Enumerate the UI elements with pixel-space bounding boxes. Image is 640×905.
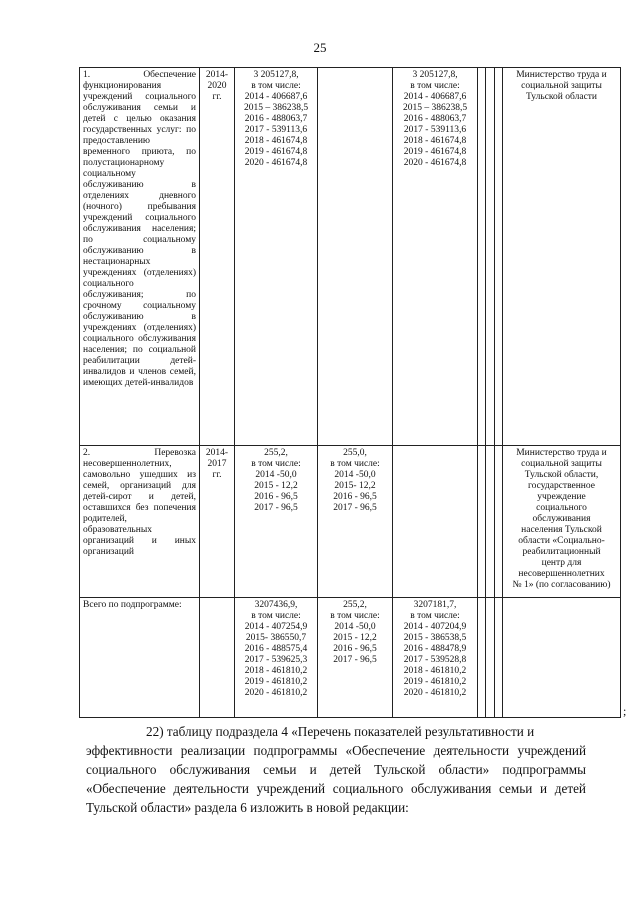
measure-name-cell [80, 68, 200, 446]
funding-line: 2014 - 407254,9 [244, 622, 308, 632]
period-line: 2014- [205, 70, 229, 80]
responsible-line: № 1» (по согласованию) [512, 580, 611, 590]
funding-line: 2017 - 539528,8 [403, 655, 467, 665]
funding-line: 255,2, [343, 600, 367, 610]
period-line: 2020 [207, 81, 227, 91]
federal-funding-cell [318, 598, 393, 718]
total-funding-cell [235, 68, 318, 446]
funding-line: в том числе: [410, 611, 460, 621]
funding-line: в том числе: [330, 459, 380, 469]
trailing-semicolon: ; [623, 704, 627, 718]
responsible-line: социальной защиты [521, 81, 602, 91]
funding-line: 2019 - 461674,8 [244, 147, 308, 157]
empty-cell [495, 598, 503, 718]
page-number: 25 [313, 40, 327, 55]
funding-line: в том числе: [251, 81, 301, 91]
funding-line: 2016 - 96,5 [333, 492, 377, 502]
measure-name: 2. Перевозка несовершеннолетних, самовольно ушедших из семей, организаций для детей-сирот и детей, оставшихся без попечения родителей, образовательных организаций и иных организаций [83, 448, 196, 557]
funding-line: 2017 - 96,5 [333, 503, 377, 513]
regional-funding-cell [393, 68, 478, 446]
empty-cell [486, 68, 495, 446]
funding-line: 2020 - 461810,2 [244, 688, 308, 698]
funding-line: 2014 - 406687,6 [403, 92, 467, 102]
funding-line: в том числе: [330, 611, 380, 621]
funding-line: 2015- 386550,7 [245, 633, 307, 643]
period-line: 2017 [207, 459, 227, 469]
funding-line: 2015 – 386238,5 [243, 103, 309, 113]
paragraph-text: эффективности реализации подпрограммы «Обеспечение деятельности учреждений социального обслуживания семьи и детей Тульской области» подпрограммы «Обеспечение деятельности учреждений социального обслуживания семьи и детей Тульской области» раздела 6 изложить в новой редакции: [86, 743, 586, 815]
empty-cell [486, 446, 495, 598]
funding-line: 2014 -50,0 [255, 470, 297, 480]
measure-name-cell [80, 446, 200, 598]
funding-line: 2020 - 461810,2 [403, 688, 467, 698]
empty-cell [478, 68, 486, 446]
funding-line: в том числе: [410, 81, 460, 91]
funding-line: 2016 - 488063,7 [244, 114, 308, 124]
funding-line: 2018 - 461674,8 [244, 136, 308, 146]
empty-cell [495, 446, 503, 598]
period-cell [200, 446, 235, 598]
responsible-line: государственное [528, 481, 595, 491]
total-funding-cell [235, 598, 318, 718]
funding-line: 3 205127,8, [412, 70, 458, 80]
responsible-line: Тульской области, [524, 470, 599, 480]
funding-line: в том числе: [251, 611, 301, 621]
table-row [80, 598, 621, 718]
empty-cell [478, 446, 486, 598]
funding-line: 2015 – 386238,5 [402, 103, 468, 113]
responsible-line: области «Социально- [518, 536, 605, 546]
period-line: гг. [212, 92, 222, 102]
funding-line: 2017 - 539113,6 [403, 125, 467, 135]
funding-line: 2016 - 488575,4 [244, 644, 308, 654]
funding-line: 2016 - 96,5 [254, 492, 298, 502]
responsible-line: социального [536, 503, 587, 513]
period-cell [200, 68, 235, 446]
funding-line: 2019 - 461810,2 [403, 677, 467, 687]
funding-line: 2014 -50,0 [334, 470, 376, 480]
measure-name-cell [80, 598, 200, 718]
funding-line: 2016 - 488063,7 [403, 114, 467, 124]
funding-line: 2018 - 461810,2 [244, 666, 308, 676]
funding-line: 255,2, [264, 448, 288, 458]
funding-line: 2014 - 406687,6 [244, 92, 308, 102]
funding-line: 2017 - 539113,6 [244, 125, 308, 135]
responsible-line: Министерство труда и [516, 448, 607, 458]
responsible-cell [503, 68, 621, 446]
federal-funding-cell [318, 68, 393, 446]
responsible-line: населения Тульской [521, 525, 602, 535]
responsible-line: Министерство труда и [516, 70, 607, 80]
funding-line: 2016 - 96,5 [333, 644, 377, 654]
funding-line: 2015 - 386538,5 [403, 633, 467, 643]
funding-line: 2020 - 461674,8 [244, 158, 308, 168]
empty-cell [486, 598, 495, 718]
total-funding-cell [235, 446, 318, 598]
funding-line: 2018 - 461810,2 [403, 666, 467, 676]
federal-funding-cell [318, 446, 393, 598]
empty-cell [495, 68, 503, 446]
empty-cell [478, 598, 486, 718]
funding-line: 2015 - 12,2 [254, 481, 298, 491]
period-cell [200, 598, 235, 718]
funding-line: в том числе: [251, 459, 301, 469]
responsible-line: обслуживания [532, 514, 591, 524]
responsible-line: реабилитационный [522, 547, 601, 557]
funding-line: 2019 - 461674,8 [403, 147, 467, 157]
funding-line: 255,0, [343, 448, 367, 458]
funding-line: 2017 - 96,5 [254, 503, 298, 513]
funding-line: 2014 -50,0 [334, 622, 376, 632]
funding-line: 2019 - 461810,2 [244, 677, 308, 687]
table-row [80, 446, 621, 598]
funding-line: 3207436,9, [254, 600, 298, 610]
responsible-line: социальной защиты [521, 459, 602, 469]
regional-funding-cell [393, 598, 478, 718]
measure-name: Всего по подпрограмме: [83, 600, 182, 610]
amendment-paragraph [86, 722, 586, 817]
funding-line: 2017 - 539625,3 [244, 655, 308, 665]
measure-name: 1. Обеспечение функционирования учреждений социального обслуживания семьи и детей с целью оказания государственных услуг: по предоставлению временного приюта, по полустационарному социальному обслуживанию в отделениях дневного (ночного) пребывания учреждений социального обслуживания населения; по социальному обслуживанию в нестационарных учреждениях (отделениях) социального обслуживания; по срочному социальному обслуживанию в учреждениях (отделениях) социального обслуживания населения; по социальной реабилитации детей-инвалидов и членов семей, имеющих детей-инвалидов [83, 70, 196, 388]
funding-line: 2020 - 461674,8 [403, 158, 467, 168]
funding-line: 3207181,7, [413, 600, 457, 610]
funding-line: 2015 - 12,2 [333, 633, 377, 643]
table-row [80, 68, 621, 446]
funding-line: 2015- 12,2 [334, 481, 376, 491]
responsible-cell [503, 598, 621, 718]
responsible-line: несовершеннолетних [518, 569, 605, 579]
funding-line: 2017 - 96,5 [333, 655, 377, 665]
funding-line: 2014 - 407204,9 [403, 622, 467, 632]
regional-funding-cell [393, 446, 478, 598]
responsible-line: учреждение [537, 492, 586, 502]
period-line: гг. [212, 470, 222, 480]
paragraph-first-line: 22) таблицу подраздела 4 «Перечень показателей результативности и [146, 724, 535, 739]
funding-line: 2016 - 488478,9 [403, 644, 467, 654]
responsible-line: Тульской области [525, 92, 598, 102]
funding-line: 2018 - 461674,8 [403, 136, 467, 146]
responsible-cell [503, 446, 621, 598]
period-line: 2014- [205, 448, 229, 458]
program-table [79, 67, 621, 718]
funding-line: 3 205127,8, [253, 70, 299, 80]
responsible-line: центр для [541, 558, 582, 568]
